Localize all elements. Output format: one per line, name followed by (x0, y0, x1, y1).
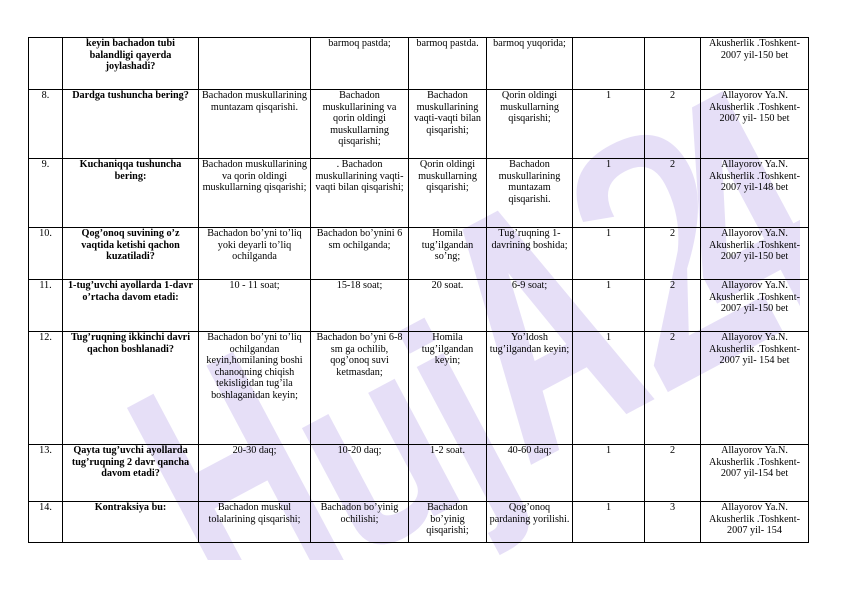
score-cell: 2 (645, 90, 701, 159)
row-number-cell: 13. (29, 445, 63, 502)
answer-a-cell (199, 38, 311, 90)
answer-b-cell: barmoq pastda; (311, 38, 409, 90)
row-number-cell: 9. (29, 159, 63, 228)
question-cell: Tug’ruqning ikkinchi davri qachon boshlanadi? (63, 332, 199, 445)
score-cell: 2 (645, 445, 701, 502)
score-cell: 2 (645, 332, 701, 445)
table-row (29, 38, 809, 90)
table-row (29, 90, 809, 159)
source-cell: Akusherlik .Toshkent-2007 yil-150 bet (701, 38, 809, 90)
answer-c-cell: Qorin oldingi muskullarning qisqarishi; (409, 159, 487, 228)
question-cell: Dardga tushuncha bering? (63, 90, 199, 159)
answer-a-cell: Bachadon bo’yni to’liq ochilgandan keyin,homilaning boshi chanoqning chiqish tekisligidan tug’ila boshlaganidan keyin; (199, 332, 311, 445)
level-cell: 1 (573, 90, 645, 159)
source-cell: Allayorov Ya.N. Akusherlik .Toshkent-2007 yil-150 bet (701, 280, 809, 332)
answer-b-cell: 15-18 soat; (311, 280, 409, 332)
answer-c-cell: Bachadon bo’yinig qisqarishi; (409, 502, 487, 543)
answer-d-cell: 40-60 daq; (487, 445, 573, 502)
source-cell: Allayorov Ya.N. Akusherlik .Toshkent-2007 yil-154 bet (701, 445, 809, 502)
level-cell: 1 (573, 332, 645, 445)
answer-a-cell: Bachadon muskullarining muntazam qisqarishi. (199, 90, 311, 159)
row-number-cell: 11. (29, 280, 63, 332)
table-row (29, 159, 809, 228)
source-cell: Allayorov Ya.N. Akusherlik .Toshkent-2007 yil-148 bet (701, 159, 809, 228)
score-cell (645, 38, 701, 90)
question-cell: 1-tug’uvchi ayollarda 1-davr o’rtacha davom etadi: (63, 280, 199, 332)
question-cell: Kuchaniqqa tushuncha bering: (63, 159, 199, 228)
questions-table (28, 37, 809, 543)
source-cell: Allayorov Ya.N. Akusherlik .Toshkent-2007 yil- 154 (701, 502, 809, 543)
answer-c-cell: barmoq pastda. (409, 38, 487, 90)
table-row (29, 332, 809, 445)
level-cell: 1 (573, 280, 645, 332)
answer-b-cell: . Bachadon muskullarining vaqti-vaqti bilan qisqarishi; (311, 159, 409, 228)
level-cell: 1 (573, 228, 645, 280)
row-number-cell (29, 38, 63, 90)
answer-a-cell: 10 - 11 soat; (199, 280, 311, 332)
answer-b-cell: Bachadon bo’yinig ochilishi; (311, 502, 409, 543)
answer-a-cell: Bachadon muskul tolalarining qisqarishi; (199, 502, 311, 543)
answer-d-cell: barmoq yuqorida; (487, 38, 573, 90)
answer-b-cell: 10-20 daq; (311, 445, 409, 502)
source-cell: Allayorov Ya.N. Akusherlik .Toshkent-2007 yil- 154 bet (701, 332, 809, 445)
answer-b-cell: Bachadon muskullarining va qorin oldingi muskullarning qisqarishi; (311, 90, 409, 159)
answer-c-cell: Homila tug’ilgandan keyin; (409, 332, 487, 445)
answer-d-cell: 6-9 soat; (487, 280, 573, 332)
answer-c-cell: 1-2 soat. (409, 445, 487, 502)
answer-d-cell: Qorin oldingi muskullarning qisqarishi; (487, 90, 573, 159)
answer-d-cell: Qog’onoq pardaning yorilishi. (487, 502, 573, 543)
question-cell: Kontraksiya bu: (63, 502, 199, 543)
level-cell: 1 (573, 159, 645, 228)
answer-a-cell: Bachadon bo’yni to’liq yoki deyarli to’liq ochilganda (199, 228, 311, 280)
row-number-cell: 12. (29, 332, 63, 445)
answer-d-cell: Bachadon muskullarining muntazam qisqarishi. (487, 159, 573, 228)
question-cell: keyin bachadon tubi balandligi qayerda joylashadi? (63, 38, 199, 90)
table-body (29, 38, 809, 543)
answer-b-cell: Bachadon bo’ynini 6 sm ochilganda; (311, 228, 409, 280)
answer-b-cell: Bachadon bo’yni 6-8 sm ga ochilib, qog’onoq suvi ketmasdan; (311, 332, 409, 445)
answer-a-cell: Bachadon muskullarining va qorin oldingi muskullarning qisqarishi; (199, 159, 311, 228)
table-row (29, 502, 809, 543)
row-number-cell: 8. (29, 90, 63, 159)
score-cell: 3 (645, 502, 701, 543)
score-cell: 2 (645, 280, 701, 332)
answer-d-cell: Yo’ldosh tug’ilgandan keyin; (487, 332, 573, 445)
answer-a-cell: 20-30 daq; (199, 445, 311, 502)
table-row (29, 445, 809, 502)
answer-c-cell: Homila tug’ilgandan so’ng; (409, 228, 487, 280)
table-row (29, 280, 809, 332)
score-cell: 2 (645, 228, 701, 280)
row-number-cell: 14. (29, 502, 63, 543)
answer-c-cell: Bachadon muskullarining vaqti-vaqti bilan qisqarishi; (409, 90, 487, 159)
source-cell: Allayorov Ya.N. Akusherlik .Toshkent-2007 yil- 150 bet (701, 90, 809, 159)
answer-c-cell: 20 soat. (409, 280, 487, 332)
score-cell: 2 (645, 159, 701, 228)
level-cell (573, 38, 645, 90)
answer-d-cell: Tug’ruqning 1- davrining boshida; (487, 228, 573, 280)
question-cell: Qog’onoq suvining o’z vaqtida ketishi qachon kuzatiladi? (63, 228, 199, 280)
level-cell: 1 (573, 445, 645, 502)
table-row (29, 228, 809, 280)
source-cell: Allayorov Ya.N. Akusherlik .Toshkent-2007 yil-150 bet (701, 228, 809, 280)
level-cell: 1 (573, 502, 645, 543)
question-cell: Qayta tug’uvchi ayollarda tug’ruqning 2 davr qancha davom etadi? (63, 445, 199, 502)
row-number-cell: 10. (29, 228, 63, 280)
